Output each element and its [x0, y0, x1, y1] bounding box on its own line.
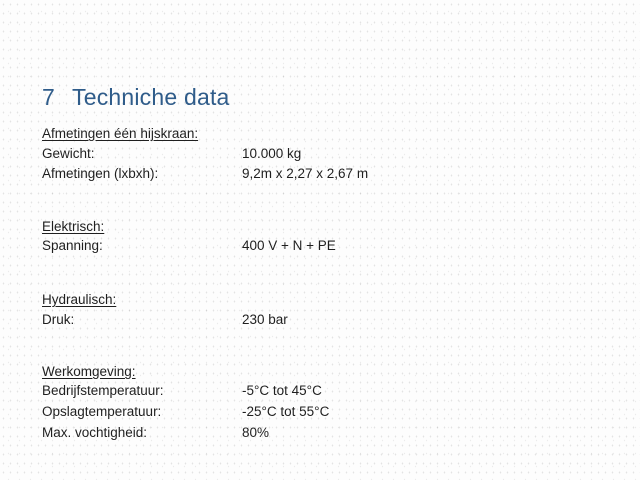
section-heading — [42, 84, 230, 111]
section-title-elektrisch: Elektrisch: — [42, 219, 105, 234]
spec-label: Max. vochtigheid: — [42, 425, 148, 440]
spec-value: -5°C tot 45°C — [242, 383, 322, 398]
spec-label: Gewicht: — [42, 146, 95, 161]
spec-label: Opslagtemperatuur: — [42, 404, 162, 419]
section-title-werkomgeving: Werkomgeving: — [42, 364, 136, 379]
spec-row-spanning — [42, 238, 602, 258]
spec-value: 400 V + N + PE — [242, 238, 336, 253]
spec-row-bedrijfstemperatuur — [42, 383, 602, 403]
spec-value: -25°C tot 55°C — [242, 404, 330, 419]
spec-label: Bedrijfstemperatuur: — [42, 383, 164, 398]
spec-value: 230 bar — [242, 312, 288, 327]
spec-label: Druk: — [42, 312, 75, 327]
spec-value: 9,2m x 2,27 x 2,67 m — [242, 166, 369, 181]
section-title-hydraulisch: Hydraulisch: — [42, 292, 117, 307]
spec-value: 80% — [242, 425, 270, 440]
spec-row-gewicht — [42, 146, 602, 166]
spec-row-druk — [42, 312, 602, 332]
spec-row-opslagtemperatuur — [42, 404, 602, 424]
section-title-afmetingen: Afmetingen één hijskraan: — [42, 126, 199, 141]
spec-label: Spanning: — [42, 238, 103, 253]
spec-value: 10.000 kg — [242, 146, 302, 161]
spec-label: Afmetingen (lxbxh): — [42, 166, 159, 181]
section-number: 7 — [42, 84, 55, 110]
spec-row-afmetingen — [42, 166, 602, 186]
spec-row-vochtigheid — [42, 425, 602, 445]
section-title-main: Techniche data — [72, 84, 230, 110]
